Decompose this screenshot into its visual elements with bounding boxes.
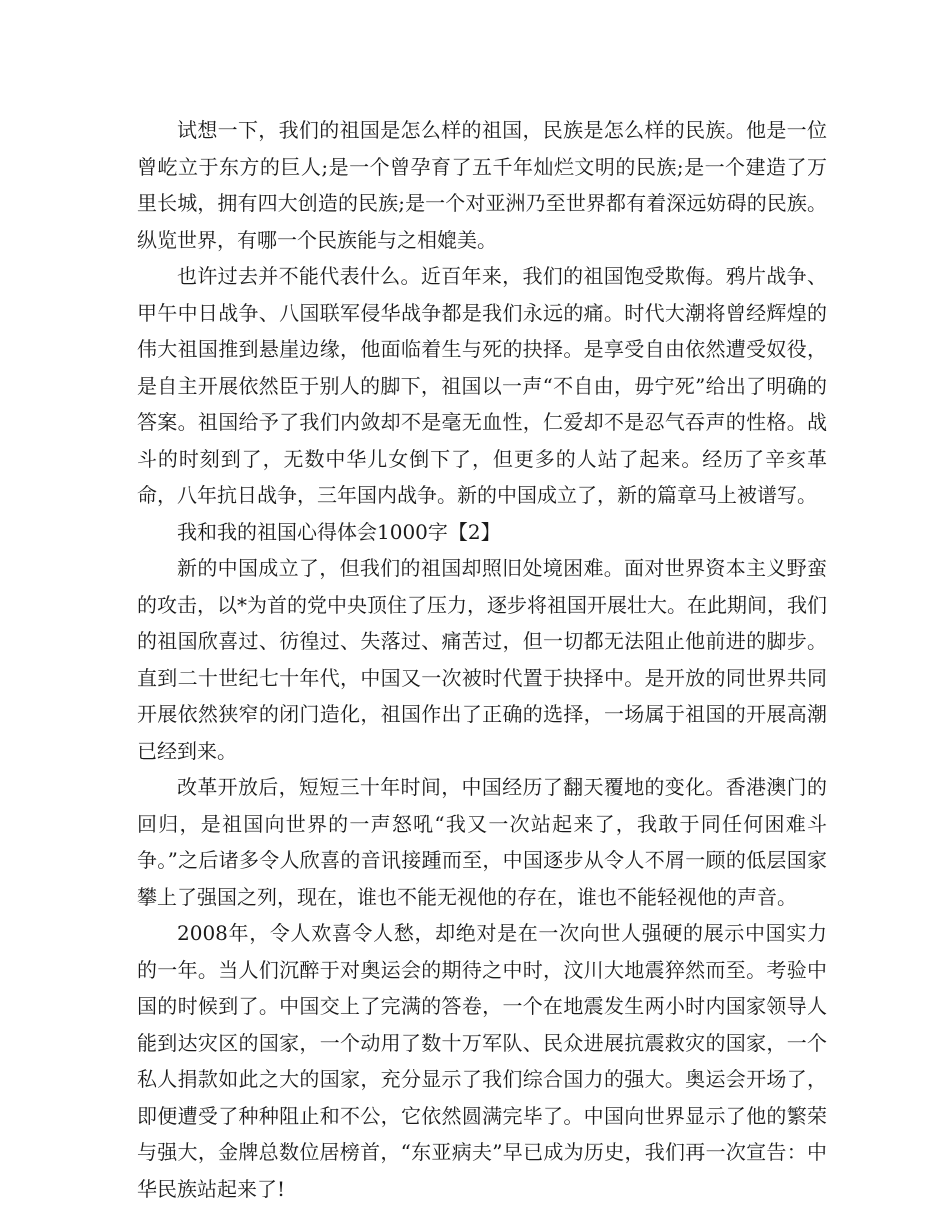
paragraph: 新的中国成立了，但我们的祖国却照旧处境困难。面对世界资本主义野蛮的攻击，以*为首的党中央顶住了压力，逐步将祖国开展壮大。在此期间，我们的祖国欣喜过、彷徨过、失落过、痛苦过，但一切都无法阻止他前进的脚步。直到二十世纪七十年代，中国又一次被时代置于抉择中。是开放的同世界共同开展依然狭窄的闭门造化，祖国作出了正确的选择，一场属于祖国的开展高潮已经到来。	[137, 556, 827, 763]
paragraph: 改革开放后，短短三十年时间，中国经历了翻天覆地的变化。香港澳门的回归，是祖国向世界的一声怒吼“我又一次站起来了，我敢于同任何困难斗争。”之后诸多令人欣喜的音讯接踵而至，中国逐步从令人不屑一顾的低层国家攀上了强国之列，现在，谁也不能无视他的存在，谁也不能轻视他的声音。	[137, 775, 827, 909]
paragraph: 2008年，令人欢喜令人愁，却绝对是在一次向世人强硬的展示中国实力的一年。当人们沉醉于对奥运会的期待之中时，汶川大地震猝然而至。考验中国的时候到了。中国交上了完满的答卷，一个在地震发生两小时内国家领导人能到达灾区的国家，一个动用了数十万军队、民众进展抗震救灾的国家，一个私人捐款如此之大的国家，充分显示了我们综合国力的强大。奥运会开场了，即便遭受了种种阻止和不公，它依然圆满完毕了。中国向世界显示了他的繁荣与强大，金牌总数位居榜首，“东亚病夫”早已成为历史，我们再一次宣告：中华民族站起来了!	[137, 921, 827, 1201]
paragraph: 试想一下，我们的祖国是怎么样的祖国，民族是怎么样的民族。他是一位曾屹立于东方的巨人;是一个曾孕育了五千年灿烂文明的民族;是一个建造了万里长城，拥有四大创造的民族;是一个对亚洲乃至世界都有着深远妨碍的民族。纵览世界，有哪一个民族能与之相媲美。	[137, 118, 827, 252]
paragraph: 也许过去并不能代表什么。近百年来，我们的祖国饱受欺侮。鸦片战争、甲午中日战争、八国联军侵华战争都是我们永远的痛。时代大潮将曾经辉煌的伟大祖国推到悬崖边缘，他面临着生与死的抉择。是享受自由依然遭受奴役，是自主开展依然臣于别人的脚下，祖国以一声“不自由，毋宁死”给出了明确的答案。祖国给予了我们内敛却不是毫无血性，仁爱却不是忍气吞声的性格。战斗的时刻到了，无数中华儿女倒下了，但更多的人站了起来。经历了辛亥革命，八年抗日战争，三年国内战争。新的中国成立了，新的篇章马上被谱写。	[137, 264, 827, 507]
section-heading: 我和我的祖国心得体会1000字【2】	[177, 519, 501, 544]
document-body	[137, 112, 827, 1207]
